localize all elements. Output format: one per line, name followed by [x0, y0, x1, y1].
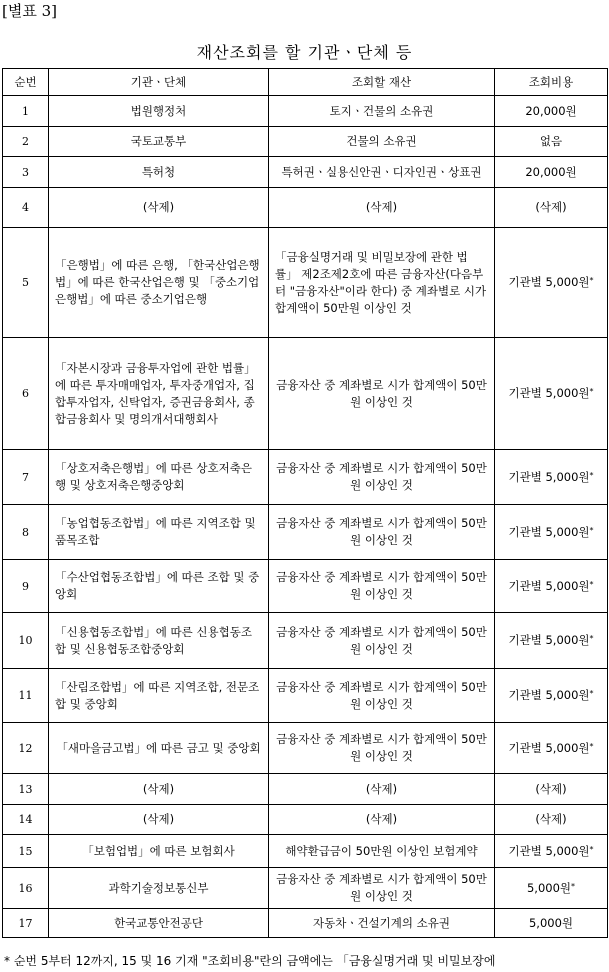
fee-asterisk: * — [589, 387, 594, 396]
fee-asterisk: * — [571, 881, 576, 891]
cell-org-text: 「신용협동조합법」에 따른 신용협동조합 및 신용협동조합중앙회 — [55, 624, 252, 656]
footnote: * 순번 5부터 12까지, 15 및 16 기재 "조회비용"란의 금액에는 「금융실명거래 및 비밀보장에 — [4, 954, 496, 968]
cell-asset — [269, 805, 495, 835]
table-row — [3, 723, 608, 774]
cell-no — [3, 669, 49, 723]
header-no: 순번 — [3, 69, 49, 96]
cell-asset-text: 해약환급금이 50만원 이상인 보험계약 — [285, 843, 478, 858]
fee-asterisk: * — [589, 634, 594, 643]
cell-asset — [269, 835, 495, 868]
cell-fee-text: 20,000원 — [525, 164, 577, 179]
cell-asset — [269, 669, 495, 723]
cell-asset — [269, 338, 495, 450]
cell-fee-text: 기관별 5,000원 — [508, 275, 590, 289]
cell-no-text: 2 — [22, 135, 29, 148]
cell-asset-text: 금융자산 중 계좌별로 시가 합계액이 50만원 이상인 것 — [276, 377, 487, 409]
fee-asterisk: * — [589, 689, 594, 698]
cell-no — [3, 505, 49, 560]
cell-no-text: 11 — [18, 689, 33, 702]
cell-org — [49, 338, 269, 450]
cell-no — [3, 560, 49, 613]
cell-no — [3, 909, 49, 938]
table-row — [3, 909, 608, 938]
cell-fee-text: 5,000원 — [526, 880, 572, 895]
cell-asset-text: 특허권ㆍ실용신안권ㆍ디자인권ㆍ상표권 — [281, 164, 482, 179]
appendix-tag: [별표 3] — [2, 2, 57, 20]
cell-no-text: 13 — [18, 782, 33, 796]
cell-fee — [495, 723, 608, 774]
table-row — [3, 96, 608, 127]
cell-org-text: 「농업협동조합법」에 따른 지역조합 및 품목조합 — [55, 516, 256, 547]
cell-fee — [495, 228, 608, 338]
cell-fee — [495, 805, 608, 835]
table-row — [3, 127, 608, 157]
cell-fee — [495, 613, 608, 669]
cell-no — [3, 450, 49, 505]
cell-fee-text: 기관별 5,000원 — [508, 740, 590, 755]
cell-fee-text: 기관별 5,000원 — [508, 843, 590, 858]
cell-org — [49, 805, 269, 835]
cell-asset — [269, 613, 495, 669]
cell-asset-text: 금융자산 중 계좌별로 시가 합계액이 50만원 이상인 것 — [276, 570, 487, 601]
cell-asset — [269, 909, 495, 938]
cell-no-text: 10 — [18, 634, 33, 647]
cell-no-text: 6 — [22, 387, 29, 400]
table-row — [3, 157, 608, 188]
cell-org — [49, 450, 269, 505]
cell-fee — [495, 127, 608, 157]
cell-org — [49, 669, 269, 723]
cell-org-text: 「상호저축은행법」에 따른 상호저축은행 및 상호저축은행중앙회 — [55, 461, 252, 492]
cell-fee-text: 기관별 5,000원 — [508, 386, 590, 400]
cell-no-text: 14 — [18, 813, 33, 826]
cell-fee — [495, 505, 608, 560]
fee-asterisk: * — [589, 579, 594, 589]
fee-asterisk: * — [589, 525, 594, 535]
cell-fee — [495, 669, 608, 723]
cell-org-text: (삭제) — [142, 200, 175, 214]
table-row — [3, 338, 608, 450]
cell-no-text: 16 — [18, 881, 33, 895]
cell-org — [49, 723, 269, 774]
cell-asset-text: 금융자산 중 계좌별로 시가 합계액이 50만원 이상인 것 — [276, 624, 487, 656]
cell-no-text: 1 — [22, 104, 29, 118]
cell-asset-text: 금융자산 중 계좌별로 시가 합계액이 50만원 이상인 것 — [276, 872, 487, 903]
table-row — [3, 613, 608, 669]
cell-asset — [269, 127, 495, 157]
cell-org-text: 「보험업법」에 따른 보험회사 — [82, 843, 235, 858]
cell-no — [3, 868, 49, 909]
cell-org-text: 「수산업협동조합법」에 따른 조합 및 중앙회 — [55, 570, 260, 601]
table-row — [3, 450, 608, 505]
cell-asset — [269, 157, 495, 188]
cell-fee — [495, 96, 608, 127]
cell-no — [3, 835, 49, 868]
table-row — [3, 835, 608, 868]
cell-no — [3, 338, 49, 450]
cell-org-text: 국토교통부 — [130, 134, 187, 148]
fee-asterisk: * — [589, 470, 594, 480]
cell-no — [3, 127, 49, 157]
cell-fee-text: (삭제) — [535, 812, 567, 826]
header-org: 기관ㆍ단체 — [49, 69, 269, 96]
cell-no-text: 7 — [22, 470, 29, 484]
cell-org-text: 「자본시장과 금융투자업에 관한 법률」에 따른 투자매매업자, 투자중개업자, 집합투자업자, 신탁업자, 증권금융회사, 종합금융회사 및 명의개서대행회사 — [55, 360, 256, 426]
cell-no-text: 17 — [18, 916, 33, 930]
cell-fee-text: (삭제) — [535, 781, 567, 796]
cell-no-text: 4 — [22, 201, 29, 214]
header-asset: 조회할 재산 — [269, 69, 495, 96]
cell-fee — [495, 835, 608, 868]
cell-no — [3, 723, 49, 774]
cell-org — [49, 96, 269, 127]
cell-no-text: 5 — [22, 276, 29, 289]
table-row — [3, 868, 608, 909]
cell-asset-text: (삭제) — [365, 200, 398, 214]
header-row — [3, 69, 608, 96]
cell-no — [3, 188, 49, 228]
cell-org-text: 과학기술정보통신부 — [108, 880, 209, 895]
cell-org — [49, 835, 269, 868]
cell-org — [49, 774, 269, 805]
table-row — [3, 505, 608, 560]
cell-asset — [269, 560, 495, 613]
cell-org-text: 법원행정처 — [130, 103, 187, 118]
cell-org — [49, 909, 269, 938]
table-row — [3, 805, 608, 835]
cell-no-text: 15 — [18, 844, 33, 858]
cell-org-text: (삭제) — [142, 812, 175, 826]
cell-fee — [495, 868, 608, 909]
cell-asset — [269, 228, 495, 338]
table-row — [3, 228, 608, 338]
cell-asset — [269, 450, 495, 505]
page-title: 재산조회를 할 기관ㆍ단체 등 — [196, 43, 413, 62]
cell-no-text: 8 — [22, 525, 29, 539]
cell-asset — [269, 96, 495, 127]
cell-asset-text: 금융자산 중 계좌별로 시가 합계액이 50만원 이상인 것 — [276, 461, 487, 492]
cell-fee-text: 기관별 5,000원 — [508, 524, 590, 539]
cell-asset — [269, 188, 495, 228]
cell-fee-text: (삭제) — [535, 200, 567, 214]
cell-fee-text: 기관별 5,000원 — [508, 633, 590, 647]
cell-org-text: 한국교통안전공단 — [114, 915, 203, 930]
cell-asset-text: 토지ㆍ건물의 소유권 — [329, 103, 434, 118]
cell-no-text: 12 — [18, 741, 33, 755]
table-row — [3, 669, 608, 723]
cell-org — [49, 613, 269, 669]
cell-asset-text: 건물의 소유권 — [346, 134, 417, 148]
cell-no-text: 3 — [22, 165, 29, 179]
cell-no — [3, 613, 49, 669]
cell-no — [3, 774, 49, 805]
cell-org — [49, 868, 269, 909]
cell-asset-text: 금융자산 중 계좌별로 시가 합계액이 50만원 이상인 것 — [276, 679, 487, 711]
cell-no — [3, 157, 49, 188]
cell-asset-text: 금융자산 중 계좌별로 시가 합계액이 50만원 이상인 것 — [276, 516, 487, 547]
cell-org-text: 특허청 — [141, 164, 176, 179]
cell-org — [49, 228, 269, 338]
cell-asset-text: (삭제) — [365, 781, 398, 796]
cell-fee-text: 5,000원 — [528, 915, 574, 930]
cell-no-text: 9 — [22, 579, 29, 593]
table-row — [3, 188, 608, 228]
cell-org — [49, 188, 269, 228]
cell-asset-text: 금융자산 중 계좌별로 시가 합계액이 50만원 이상인 것 — [276, 732, 487, 763]
fee-asterisk: * — [589, 844, 594, 854]
fee-asterisk: * — [589, 276, 594, 285]
cell-fee — [495, 338, 608, 450]
cell-org-text: 「산림조합법」에 따른 지역조합, 전문조합 및 중앙회 — [55, 679, 260, 711]
cell-fee-text: 기관별 5,000원 — [508, 688, 590, 702]
cell-org-text: 「은행법」에 따른 은행, 「한국산업은행법」에 따른 한국산업은행 및 「중소기업은행법」에 따른 중소기업은행 — [55, 258, 260, 306]
table-row — [3, 560, 608, 613]
cell-fee — [495, 157, 608, 188]
cell-fee-text: 20,000원 — [525, 103, 577, 118]
cell-fee-text: 기관별 5,000원 — [508, 578, 590, 593]
cell-fee — [495, 774, 608, 805]
cell-no — [3, 96, 49, 127]
cell-org — [49, 560, 269, 613]
cell-fee — [495, 188, 608, 228]
cell-org — [49, 505, 269, 560]
cell-fee — [495, 909, 608, 938]
cell-org-text: (삭제) — [142, 781, 175, 796]
cell-asset-text: 자동차ㆍ건설기계의 소유권 — [313, 915, 450, 930]
cell-fee-text: 기관별 5,000원 — [508, 469, 590, 484]
fee-asterisk: * — [589, 741, 594, 751]
cell-asset — [269, 868, 495, 909]
cell-asset — [269, 723, 495, 774]
cell-org — [49, 127, 269, 157]
cell-asset-text: (삭제) — [365, 812, 398, 826]
property-inquiry-table — [2, 68, 608, 938]
cell-org — [49, 157, 269, 188]
cell-asset — [269, 505, 495, 560]
cell-asset-text: 「금융실명거래 및 비밀보장에 관한 법률」 제2조제2호에 따른 금융자산(다음부터 "금융자산"이라 한다) 중 계좌별로 시가 합계액이 50만원 이상인 것 — [275, 249, 487, 315]
cell-no — [3, 805, 49, 835]
cell-org-text: 「새마을금고법」에 따른 금고 및 중앙회 — [56, 740, 261, 755]
cell-fee — [495, 450, 608, 505]
cell-asset — [269, 774, 495, 805]
cell-fee-text: 없음 — [539, 134, 563, 148]
header-fee: 조회비용 — [495, 69, 608, 96]
cell-fee — [495, 560, 608, 613]
cell-no — [3, 228, 49, 338]
table-row — [3, 774, 608, 805]
